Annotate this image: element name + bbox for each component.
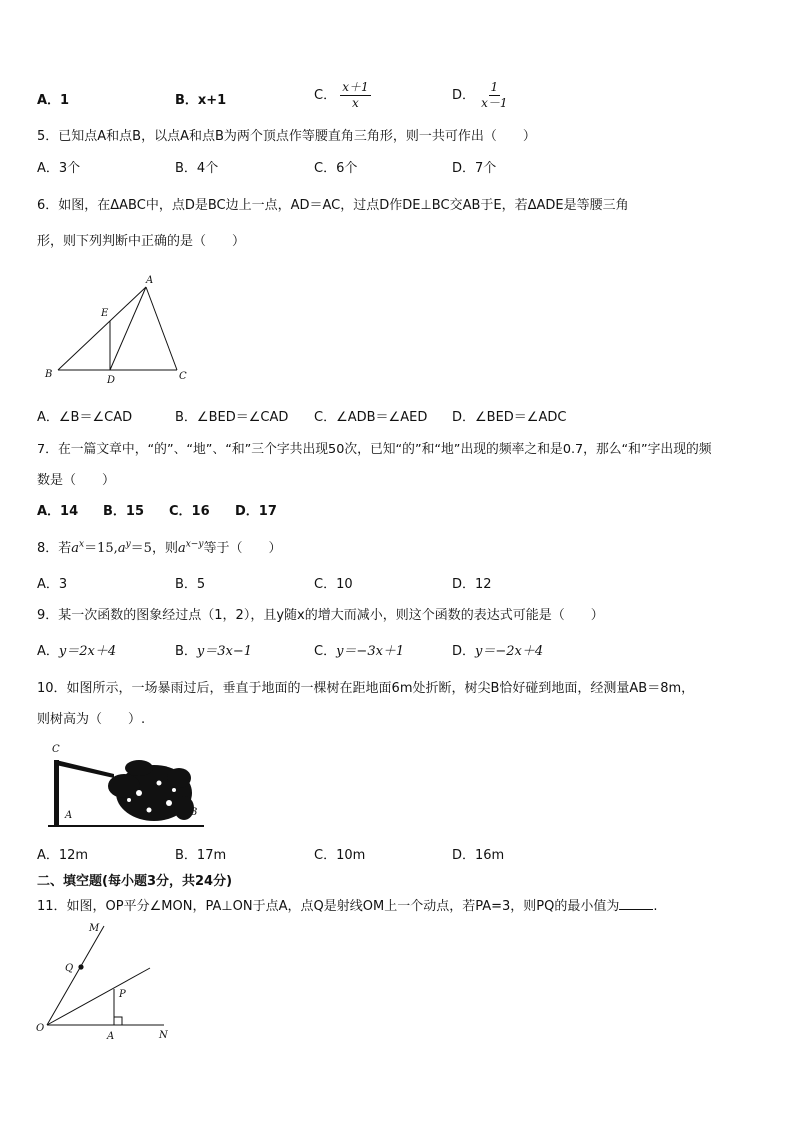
q6-label-d: D bbox=[107, 375, 116, 385]
q6-label-e: E bbox=[101, 308, 109, 319]
q8-expr1-base: a bbox=[71, 541, 80, 556]
q7-option-c: C．16 bbox=[169, 504, 210, 519]
q4-option-a: A．1 bbox=[37, 93, 70, 108]
q6-segment-ad bbox=[110, 287, 146, 370]
q10-broken-trunk bbox=[56, 760, 114, 778]
q10-label-a: A bbox=[65, 810, 73, 821]
q10-tree-figure bbox=[44, 738, 214, 830]
q11-label-n: N bbox=[159, 1030, 168, 1041]
q6-text-line1: 6．如图，在ΔABC中，点D是BC边上一点，AD＝AC，过点D作DE⊥BC交AB于E，若ΔADE是等腰三角 bbox=[37, 198, 629, 213]
q11-right-angle-mark bbox=[114, 1017, 122, 1025]
q4-option-d bbox=[452, 80, 510, 111]
q11-ray-op bbox=[47, 968, 150, 1025]
q6-triangle-figure bbox=[40, 270, 200, 385]
q4-option-d-denominator: x－1 bbox=[481, 96, 508, 110]
q4-option-d-label: D． bbox=[452, 88, 476, 103]
q8-text bbox=[37, 537, 281, 556]
q10-text-line1: 10．如图所示，一场暴雨过后，垂直于地面的一棵树在距地面6m处折断，树尖B恰好碰到地面，经测量AB＝8m， bbox=[37, 681, 695, 696]
q5-option-b: B．4个 bbox=[175, 161, 219, 176]
q4-option-d-numerator: 1 bbox=[490, 80, 499, 94]
q6-option-a: A．∠B＝∠CAD bbox=[37, 410, 133, 425]
q9-option-a-expr: y＝2x＋4 bbox=[58, 644, 117, 659]
q10-label-c: C bbox=[52, 744, 60, 755]
q8-expr3-exponent: x−y bbox=[185, 539, 204, 550]
q7-option-d: D．17 bbox=[235, 504, 277, 519]
q6-option-b: B．∠BED＝∠CAD bbox=[175, 410, 289, 425]
q9-option-d bbox=[452, 640, 543, 659]
q10-option-d: D．16m bbox=[452, 848, 505, 863]
q5-option-a: A．3个 bbox=[37, 161, 81, 176]
q10-foliage bbox=[108, 760, 194, 821]
q9-option-c-expr: y＝−3x＋1 bbox=[336, 644, 405, 659]
q5-text: 5．已知点A和点B，以点A和点B为两个顶点作等腰直角三角形，则一共可作出（ ） bbox=[37, 129, 536, 144]
q9-option-c-label: C． bbox=[314, 644, 337, 659]
q8-expr3-base: a bbox=[177, 541, 186, 556]
q10-text-line2: 则树高为（ ）. bbox=[37, 712, 146, 727]
q11-answer-blank[interactable] bbox=[619, 897, 653, 910]
q10-option-c: C．10m bbox=[314, 848, 366, 863]
q4-option-c-label: C． bbox=[314, 88, 337, 103]
q4-option-c-denominator: x bbox=[352, 96, 359, 110]
q10-option-a: A．12m bbox=[37, 848, 89, 863]
q8-mid: ，则 bbox=[151, 541, 178, 556]
q7-option-a: A．14 bbox=[37, 504, 79, 519]
q11-point-q bbox=[78, 964, 83, 969]
q6-label-b: B bbox=[45, 369, 53, 380]
q11-label-m: M bbox=[89, 923, 100, 934]
q8-option-d: D．12 bbox=[452, 577, 492, 592]
q11-angle-figure bbox=[34, 918, 194, 1046]
q8-option-c: C．10 bbox=[314, 577, 353, 592]
q11-text-end: . bbox=[653, 899, 658, 914]
q4-option-b: B．x+1 bbox=[175, 93, 227, 108]
q8-expr2-exponent: y bbox=[125, 539, 131, 550]
q10-label-b: B bbox=[190, 807, 198, 818]
q4-option-c-numerator: x＋1 bbox=[342, 80, 369, 94]
q9-option-b-label: B． bbox=[175, 644, 197, 659]
q6-option-d: D．∠BED＝∠ADC bbox=[452, 410, 567, 425]
q8-expr2-base: a bbox=[117, 541, 126, 556]
q5-option-d: D．7个 bbox=[452, 161, 497, 176]
q6-option-c: C．∠ADB＝∠AED bbox=[314, 410, 428, 425]
q9-text: 9．某一次函数的图象经过点（1，2），且y随x的增大而减小，则这个函数的表达式可能是（ ） bbox=[37, 608, 604, 623]
q9-option-b bbox=[175, 640, 252, 659]
q10-tree-trunk bbox=[54, 760, 59, 826]
q9-option-d-label: D． bbox=[452, 644, 476, 659]
q6-segment-ba bbox=[58, 287, 146, 370]
q8-suffix: 等于（ ） bbox=[203, 541, 282, 556]
q7-text-line1: 7．在一篇文章中，“的”、“地”、“和”三个字共出现50次，已知“的”和“地”出现的频率之和是0.7，那么“和”字出现的频 bbox=[37, 442, 712, 457]
q11-text-body: 11．如图，OP平分∠MON，PA⊥ON于点A，点Q是射线OM上一个动点，若PA=3，则PQ的最小值为 bbox=[37, 899, 620, 914]
section-title-fill-in: 二、填空题(每小题3分，共24分) bbox=[37, 874, 233, 889]
q10-option-b: B．17m bbox=[175, 848, 227, 863]
q6-segment-ac bbox=[146, 287, 177, 370]
q8-option-a: A．3 bbox=[37, 577, 68, 592]
q4-option-d-fraction bbox=[479, 80, 509, 111]
q11-text bbox=[37, 895, 657, 914]
q8-expr2-rest: ＝5 bbox=[130, 541, 152, 556]
q11-label-q: Q bbox=[65, 963, 74, 974]
q8-prefix: 8．若 bbox=[37, 541, 72, 556]
q7-option-b: B．15 bbox=[103, 504, 144, 519]
q11-label-o: O bbox=[36, 1023, 45, 1034]
q6-label-a: A bbox=[146, 275, 154, 286]
q8-option-b: B．5 bbox=[175, 577, 206, 592]
q8-expr1-exponent: x bbox=[79, 539, 85, 550]
q9-option-a-label: A． bbox=[37, 644, 59, 659]
q11-ray-om bbox=[47, 926, 104, 1025]
q6-label-c: C bbox=[179, 371, 187, 382]
q9-option-d-expr: y＝−2x＋4 bbox=[475, 644, 544, 659]
q4-option-c-fraction bbox=[340, 80, 370, 111]
q9-option-a bbox=[37, 640, 116, 659]
q7-text-line2: 数是（ ） bbox=[37, 473, 116, 488]
q6-text-line2: 形，则下列判断中正确的是（ ） bbox=[37, 234, 246, 249]
q5-option-c: C．6个 bbox=[314, 161, 358, 176]
q11-label-p: P bbox=[119, 989, 126, 1000]
q4-option-c bbox=[314, 80, 371, 111]
q9-option-b-expr: y＝3x−1 bbox=[196, 644, 253, 659]
q8-expr1-rest: ＝15, bbox=[84, 541, 118, 556]
q11-label-a: A bbox=[107, 1031, 115, 1042]
q9-option-c bbox=[314, 640, 404, 659]
